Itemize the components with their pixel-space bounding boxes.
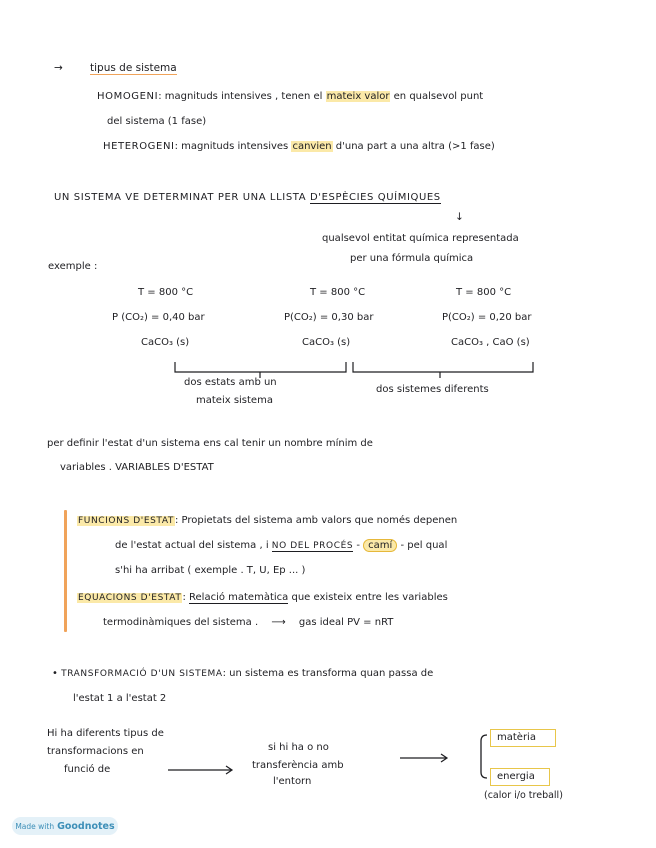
funcions-line-2 [115, 541, 447, 551]
equacions-line-2 [103, 618, 393, 628]
orange-margin-bar [64, 510, 67, 632]
badge-brand: Goodnotes [57, 820, 115, 832]
flow-left-2: transformacions en [47, 746, 144, 757]
homogeni-line-2: del sistema (1 fase) [107, 116, 207, 127]
bullet-icon: • [52, 668, 58, 679]
variables-line-1: per definir l'estat d'un sistema ens cal tenir un nombre mínim de [47, 438, 373, 449]
option-materia: matèria [497, 732, 536, 743]
col2-species: CaCO₃ (s) [302, 337, 351, 348]
transformacio-line-1 [52, 669, 433, 679]
funcions-text: : Propietats del sistema amb valors que només depenen [174, 515, 458, 526]
gas-ideal: gas ideal PV = nRT [298, 617, 394, 628]
no-proces: NO DEL PROCÉS [271, 541, 354, 551]
equacions-line-1 [77, 593, 448, 603]
bracket1-line-1: dos estats amb un [184, 377, 277, 388]
section-title: tipus de sistema [90, 62, 177, 74]
transformacio-label: TRANSFORMACIÓ D'UN SISTEMA [61, 669, 223, 679]
col1-temp: T = 800 °C [138, 287, 194, 298]
heterogeni-line [103, 142, 495, 152]
equacions-line-2-text: termodinàmiques del sistema . [103, 617, 259, 628]
relacio-underlined: Relació matemàtica [189, 592, 289, 603]
funcions-label: FUNCIONS D'ESTAT [78, 516, 174, 526]
funcions-line-2a: de l'estat actual del sistema , i [115, 540, 272, 551]
equacions-text-b: que existeix entre les variables [288, 592, 448, 603]
transformacio-text: : un sistema es transforma quan passa de [222, 668, 434, 679]
long-arrow-icon: ⟶ [271, 617, 286, 628]
bracket1-line-2: mateix sistema [196, 395, 273, 406]
transformacio-line-2: l'estat 1 a l'estat 2 [73, 693, 167, 704]
col3-pressure: P(CO₂) = 0,20 bar [442, 312, 532, 323]
col3-species: CaCO₃ , CaO (s) [451, 337, 530, 348]
heterogeni-text-2: d'una part a una altra (>1 fase) [332, 141, 495, 152]
option-energia: energia [497, 771, 535, 782]
flow-mid-3: l'entorn [273, 776, 312, 787]
funcions-line-2c: - pel qual [397, 540, 448, 551]
homogeni-text-2: en qualsevol punt [390, 91, 484, 102]
homogeni-label: HOMOGENI [97, 91, 159, 102]
down-arrow-icon: ↓ [455, 211, 464, 223]
example-label: exemple : [48, 261, 98, 272]
heterogeni-text: : magnituds intensives [174, 141, 292, 152]
heterogeni-label: HETEROGENI [103, 141, 175, 152]
flow-mid-1: si hi ha o no [268, 742, 329, 753]
homogeni-text: : magnituds intensives , tenen el [158, 91, 326, 102]
heterogeni-highlight: canvien [292, 141, 332, 152]
definition-line-1: qualsevol entitat química representada [322, 233, 519, 244]
definition-line-2: per una fórmula química [350, 253, 474, 264]
funcions-line-1 [77, 516, 457, 526]
bracket2-text: dos sistemes diferents [376, 384, 489, 395]
col2-temp: T = 800 °C [310, 287, 366, 298]
especies-text: UN SISTEMA VE DETERMINAT PER UNA LLISTA [54, 192, 310, 203]
homogeni-line [97, 92, 483, 102]
especies-line [54, 193, 441, 203]
option-energia-note: (calor i/o treball) [484, 790, 563, 801]
col2-pressure: P(CO₂) = 0,30 bar [284, 312, 374, 323]
funcions-line-3: s'hi ha arribat ( exemple . T, U, Ep ... ) [115, 565, 306, 576]
flow-left-3: funció de [64, 764, 111, 775]
badge-prefix: Made with [15, 821, 55, 831]
homogeni-highlight: mateix valor [326, 91, 390, 102]
col1-species: CaCO₃ (s) [141, 337, 190, 348]
goodnotes-badge [12, 817, 118, 835]
funcions-dash: - [353, 540, 364, 551]
col1-pressure: P (CO₂) = 0,40 bar [112, 312, 205, 323]
equacions-label: EQUACIONS D'ESTAT [78, 593, 182, 603]
arrow-icon: → [54, 62, 63, 74]
flow-left-1: Hi ha diferents tipus de [47, 728, 164, 739]
flow-mid-2: transferència amb [252, 760, 344, 771]
equacions-text-a: : [182, 592, 190, 603]
cami-circled: camí [363, 539, 397, 552]
especies-underlined: D'ESPÈCIES QUÍMIQUES [309, 192, 441, 203]
variables-line-2: variables . VARIABLES D'ESTAT [60, 462, 214, 473]
col3-temp: T = 800 °C [456, 287, 512, 298]
